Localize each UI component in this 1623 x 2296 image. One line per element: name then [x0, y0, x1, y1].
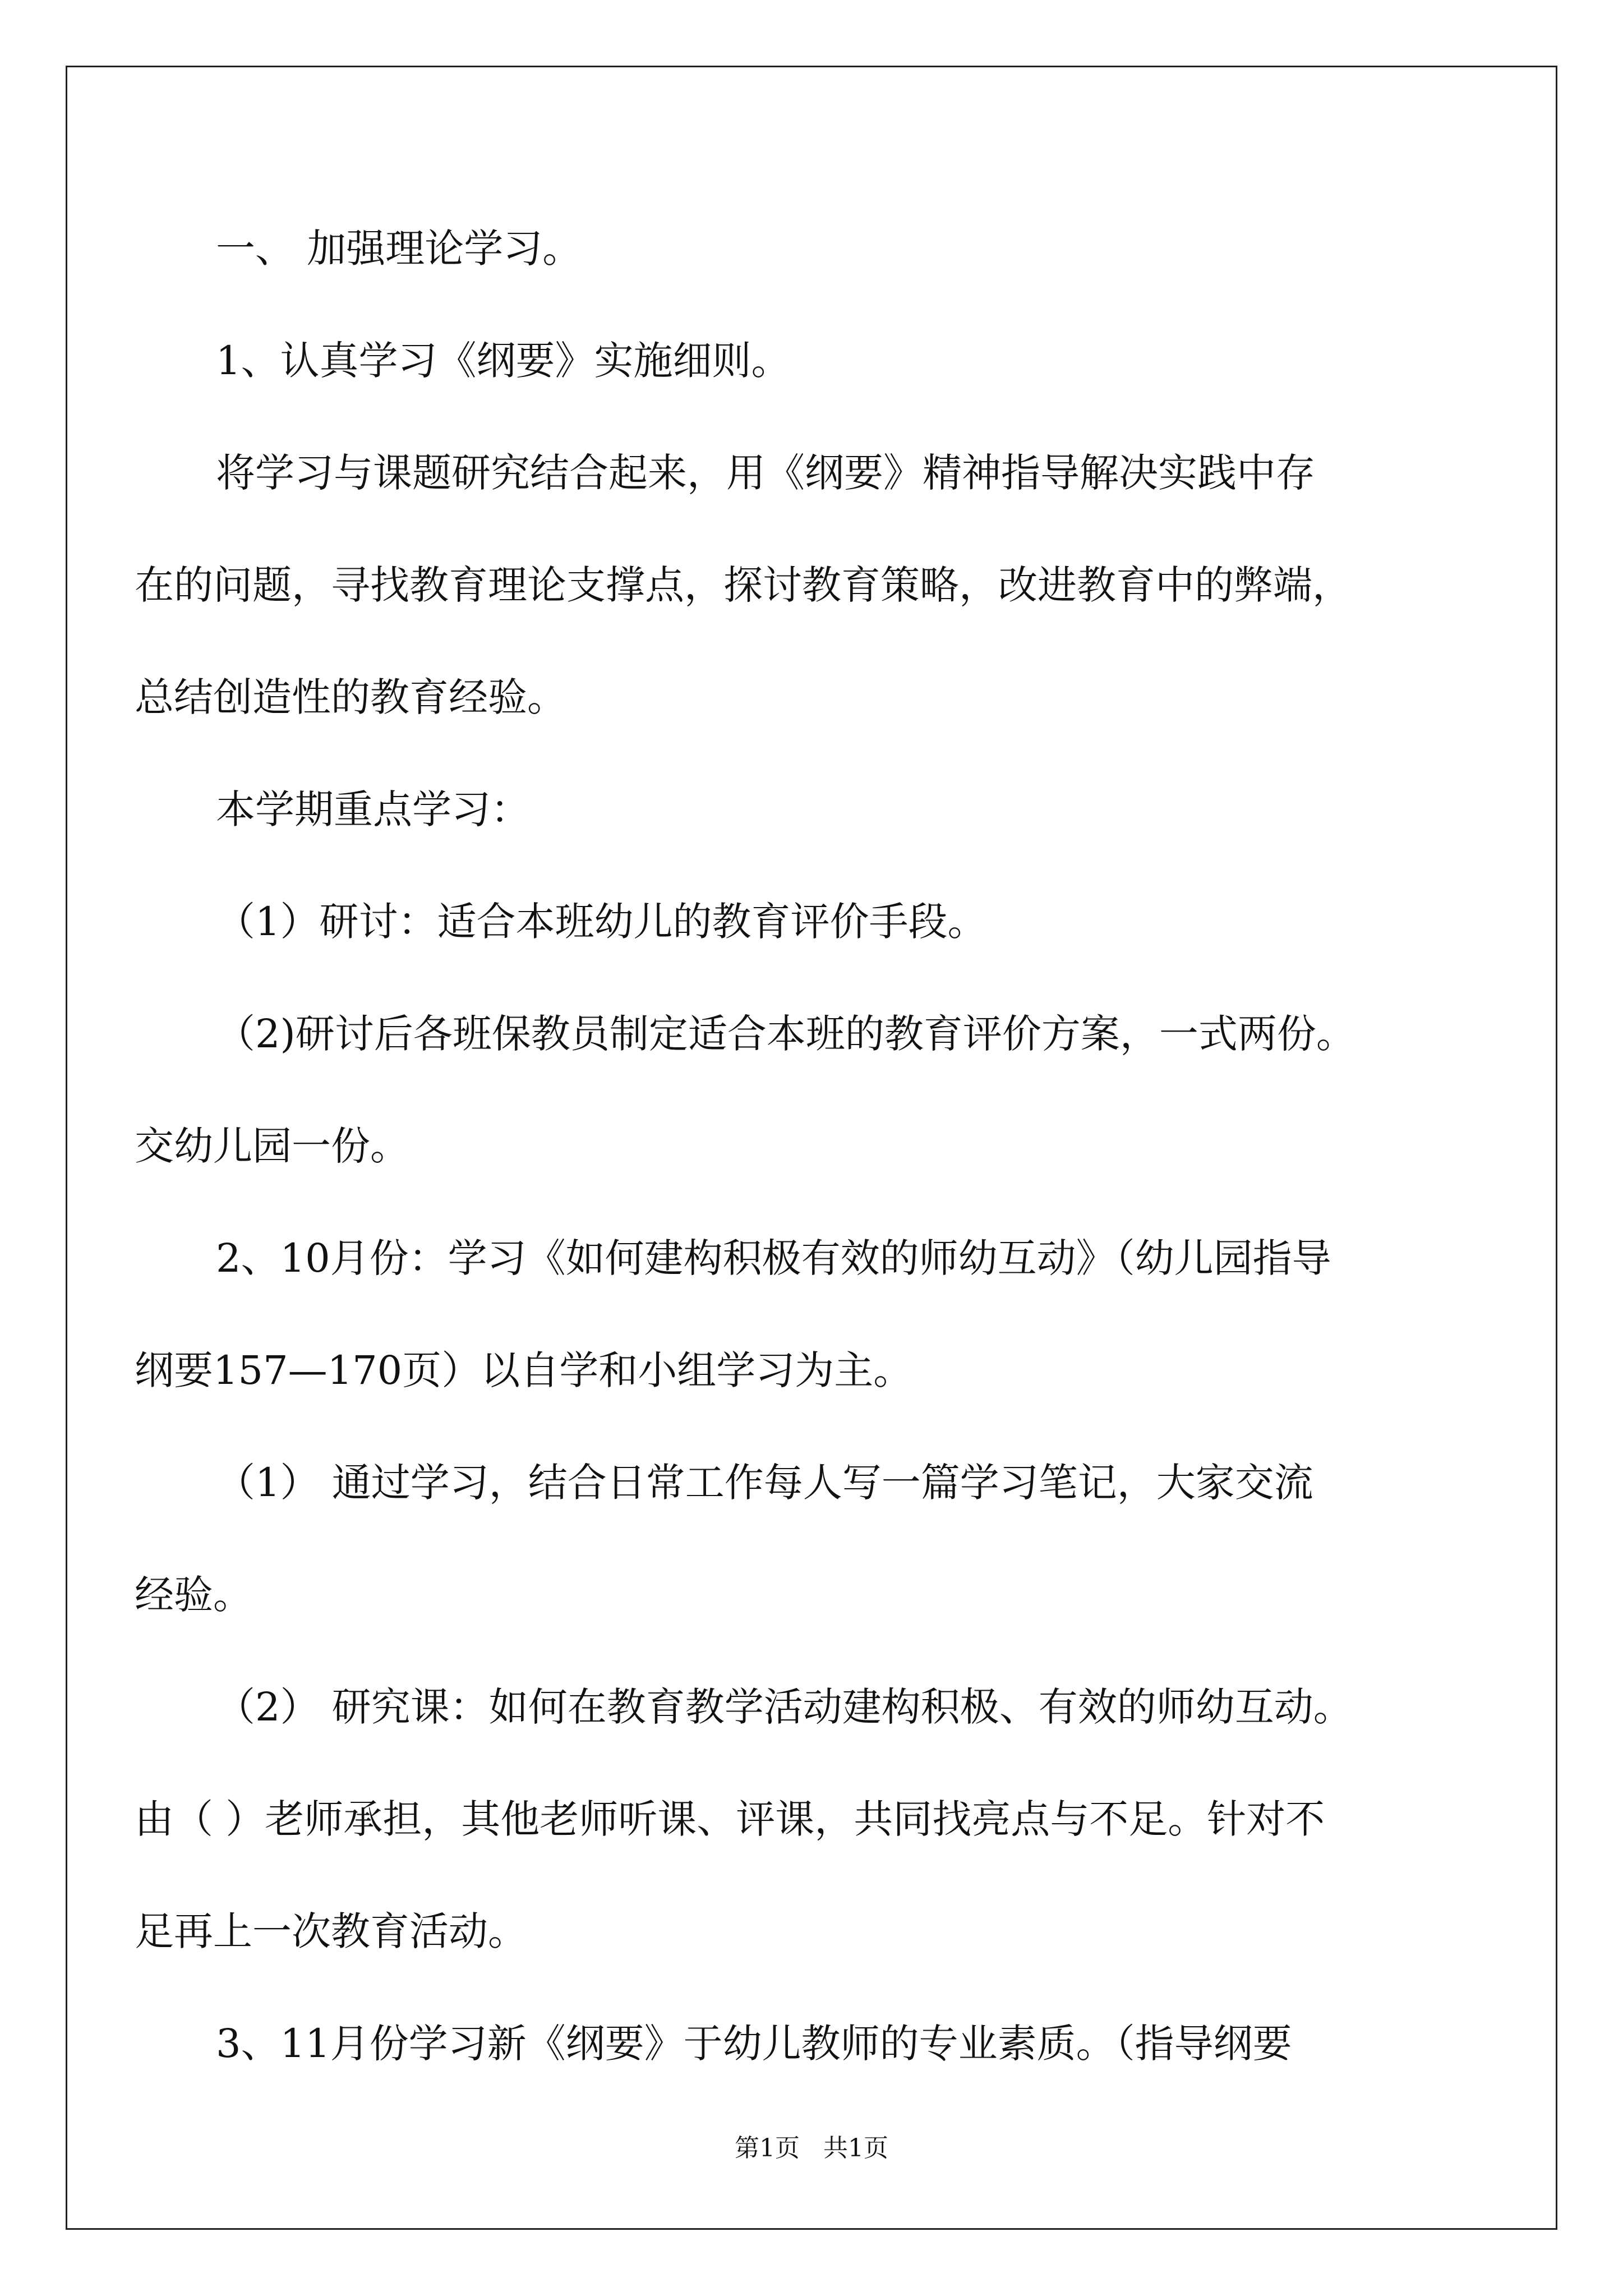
list-item: （2） 研究课：如何在教育教学活动建构积极、有效的师幼互动。: [216, 1684, 1353, 1730]
page-footer: 第1页 共1页: [735, 2134, 888, 2162]
list-item: （1） 通过学习，结合日常工作每人写一篇学习笔记，大家交流: [216, 1460, 1313, 1506]
item-heading: 3、11月份学习新《纲要》于幼儿教师的专业素质。（指导纲要: [216, 2021, 1292, 2067]
paragraph-line: 总结创造性的教育经验。: [135, 674, 566, 720]
paragraph-line: 经验。: [135, 1572, 252, 1618]
paragraph-line: 足再上一次教育活动。: [135, 1908, 527, 1954]
paragraph-line: 本学期重点学习：: [216, 786, 530, 832]
item-heading: 1、认真学习《纲要》实施细则。: [216, 338, 791, 384]
paragraph-line: 交幼儿园一份。: [135, 1123, 409, 1169]
list-item: （1）研讨：适合本班幼儿的教育评价手段。: [216, 899, 987, 945]
item-heading: 2、10月份：学习《如何建构积极有效的师幼互动》（幼儿园指导: [216, 1235, 1331, 1281]
paragraph-line: 纲要157—170页）以自学和小组学习为主。: [135, 1347, 913, 1393]
paragraph-line: 将学习与课题研究结合起来，用《纲要》精神指导解决实践中存: [216, 450, 1315, 496]
section-heading: 一、 加强理论学习。: [216, 226, 582, 272]
paragraph-line: 由（ ）老师承担，其他老师听课、评课，共同找亮点与不足。针对不: [135, 1796, 1325, 1842]
list-item: （2)研讨后各班保教员制定适合本班的教育评价方案，一式两份。: [216, 1011, 1355, 1057]
paragraph-line: 在的问题，寻找教育理论支撑点，探讨教育策略，改进教育中的弊端，: [135, 562, 1352, 608]
